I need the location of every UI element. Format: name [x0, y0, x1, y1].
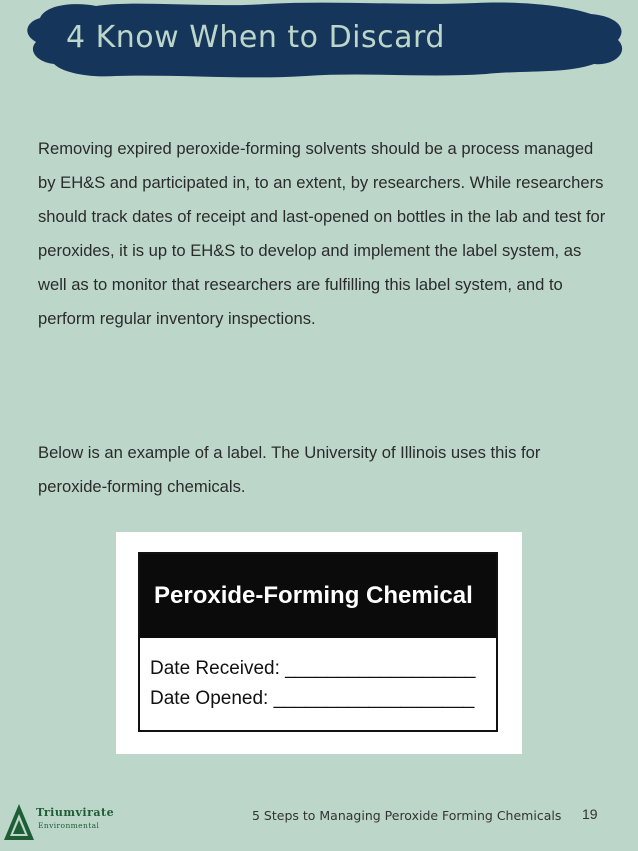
label-image: [116, 532, 522, 754]
logo-subtitle: Environmental: [38, 821, 100, 830]
label-date-received: Date Received: __________________: [150, 658, 476, 679]
page-number: 19: [582, 806, 598, 822]
label-sticker: [138, 552, 498, 732]
body-paragraph-2: Below is an example of a label. The University of Illinois uses this for peroxide-forming chemicals.: [38, 443, 541, 496]
label-heading: Peroxide-Forming Chemical: [140, 554, 496, 638]
body-paragraph-1: Removing expired peroxide-forming solvents should be a process managed by EH&S and participated in, to an extent, by researchers. While researchers should track dates of receipt and last-opened on bottles in the lab and test for peroxides, it is up to EH&S to develop and implement the label system, as well as to monitor that researchers are fulfilling this label system, and to perform regular inventory inspections.: [38, 139, 606, 328]
footer-title: 5 Steps to Managing Peroxide Forming Chemicals: [252, 808, 562, 823]
triangle-logo-icon: [2, 800, 36, 842]
company-logo: [2, 800, 122, 842]
title-banner: [6, 0, 636, 82]
logo-name: Triumvirate: [36, 806, 115, 819]
page-title: 4 Know When to Discard: [66, 20, 445, 55]
label-date-opened: Date Opened: ___________________: [150, 688, 475, 709]
